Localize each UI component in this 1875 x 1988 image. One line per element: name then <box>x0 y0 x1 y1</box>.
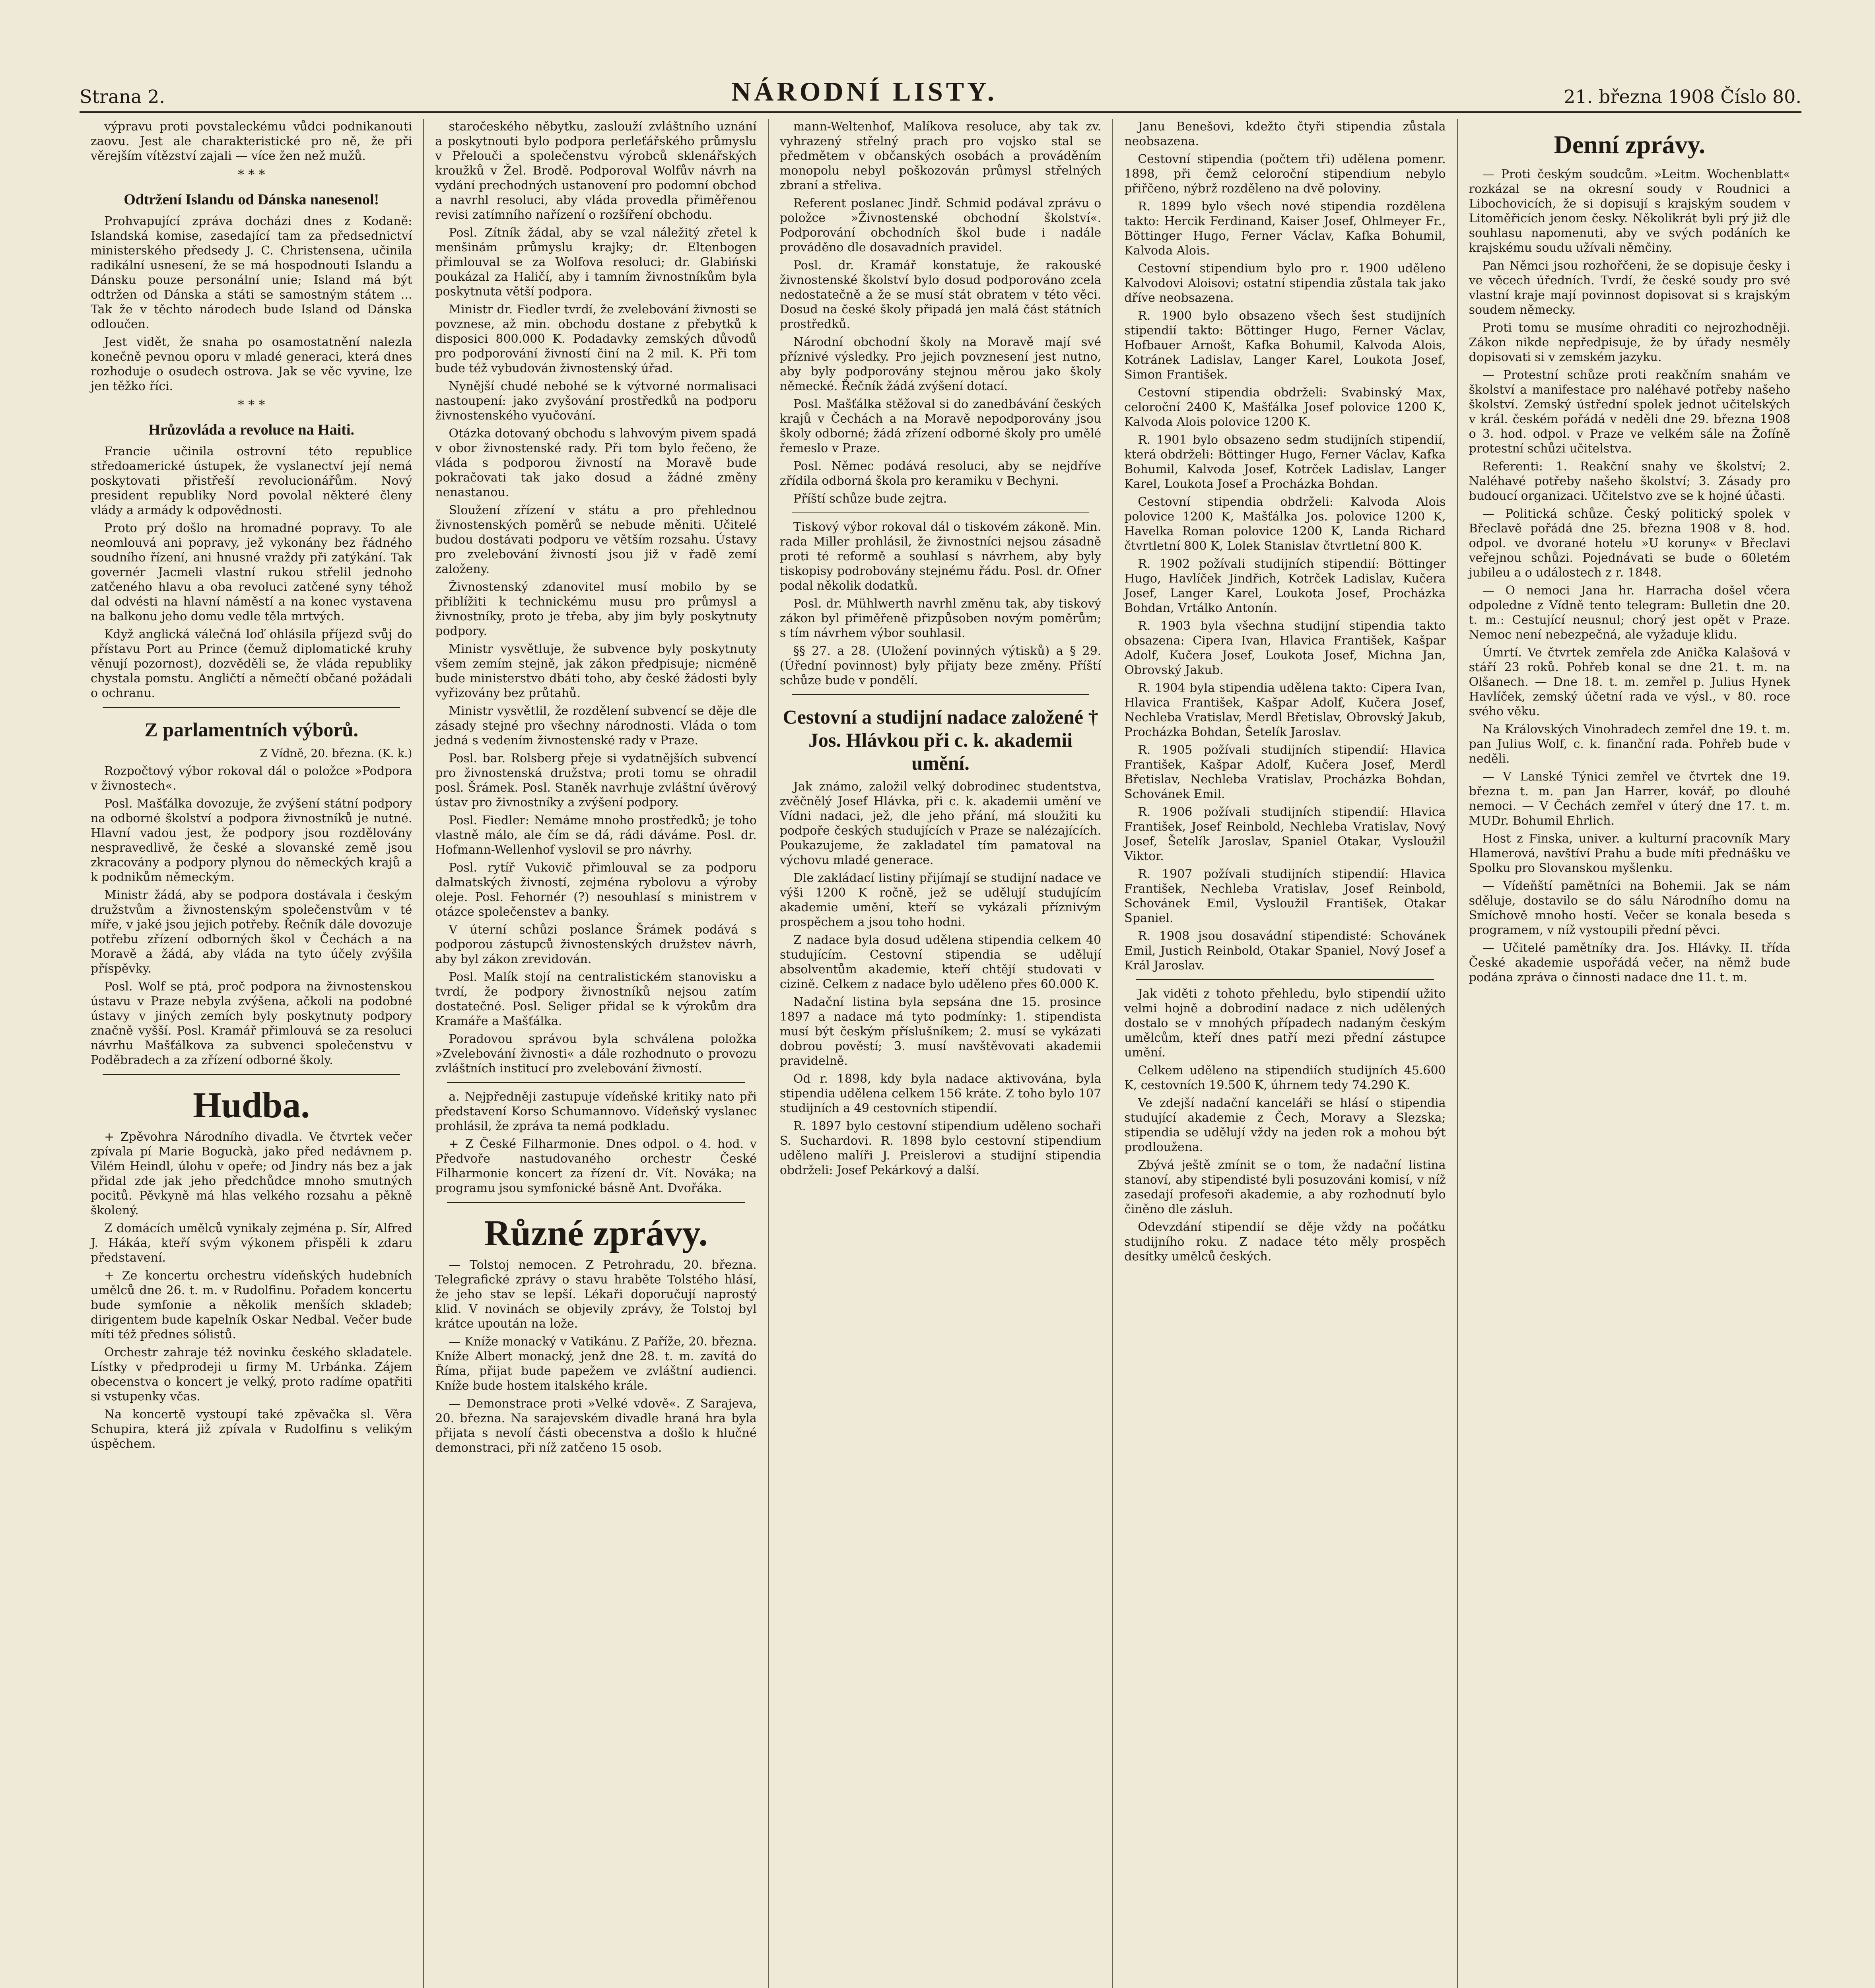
article-paragraph: R. 1907 požívali studijních stipendií: Hlavica František, Nechleba Vratislav, Josef Reinbold, Schovánek Emil, Vysloužil František, Otakar Spaniel. <box>1124 867 1446 925</box>
article-paragraph: — Politická schůze. Český politický spolek v Břeclavě pořádá dne 25. března 1908 v 8. hod. odpol. ve dvorané hotelu »U koruny« v Břeclavi veřejnou schůzi. Pojednávati se bude o 60letém jubileu a o událostech z r. 1848. <box>1469 507 1791 580</box>
article-paragraph: Posl. dr. Mühlwerth navrhl změnu tak, aby tiskový zákon byl přiměřeně přizpůsoben novým poměrům; s tím návrhem výbor souhlasil. <box>779 597 1102 640</box>
article-paragraph: R. 1905 požívali studijních stipendií: Hlavica František, Kašpar Adolf, Kučera Josef, Merdl Břetislav, Nechleba Vratislav, Procházka Bohdan, Schovánek Emil. <box>1124 743 1446 801</box>
article-paragraph: Na koncertě vystoupí také zpěvačka sl. Věra Schupira, která již zpívala v Rudolfinu s velikým úspěchem. <box>91 1408 412 1451</box>
article-paragraph: Cestovní stipendium bylo pro r. 1900 uděleno Kalvodovi Aloisovi; ostatní stipendia zůstala tak jako dříve neobsazena. <box>1124 262 1446 305</box>
article-paragraph: Ministr dr. Fiedler tvrdí, že zvelebování živnosti se povznese, až min. obchodu dostane z přebytků k disposici 800.000 K. Podadavky zemských důvodů pro podporování živností činí na 2 mil. K. Při tom bude též vybudován živnostenský úřad. <box>435 303 757 375</box>
article-paragraph: Janu Benešovi, kdežto čtyři stipendia zůstala neobsazena. <box>1124 120 1446 148</box>
article-paragraph: Odevzdání stipendií se děje vždy na počátku studijního roku. Z nadace této měly prospěch desítky umělců českých. <box>1124 1220 1446 1264</box>
article-paragraph: Příští schůze bude zejtra. <box>793 492 947 506</box>
article-paragraph: Jest vidět, že snaha po osamostatnění nalezla konečně pevnou oporu v mladé generaci, která dnes rozhoduje o osudech ostrova. Jak se věc vyvine, lze jen těžko říci. <box>91 335 412 393</box>
masthead-bar <box>80 68 1801 113</box>
article-paragraph: + Zpěvohra Národního divadla. Ve čtvrtek večer zpívala pí Marie Boguckà, jako před nedávnem p. Vilém Heindl, úlohu v opeře; od Jindry nás bez a jak přidal zde jak jeho předchůdce mnoho smutných pocitů. Pěvkyně má hlas velkého rozsahu a pěkně školený. <box>91 1130 412 1217</box>
article-paragraph: Cestovní stipendia obdrželi: Kalvoda Alois polovice 1200 K, Mašťálka Jos. polovice 1200 K, Havelka Roman polovice 1200 K, Landa Richard čtvrtletní 800 K, Lolek Stanislav čtvrtletní 800 K. <box>1124 495 1446 553</box>
article-paragraph: R. 1897 bylo cestovní stipendium uděleno sochaři S. Suchardovi. R. 1898 bylo cestovní stipendium uděleno malíři J. Preislerovi a studijní stipendia obdrželi: Josef Pekárkový a další. <box>779 1119 1102 1177</box>
article-paragraph: R. 1902 požívali studijních stipendií: Böttinger Hugo, Havlíček Jindřich, Kotrček Ladislav, Kučera Josef, Langer Karel, Loukota Josef, Procházka Bohdan, Vrtálko Antonín. <box>1124 557 1446 615</box>
article-paragraph: R. 1908 jsou dosavádní stipendisté: Schovánek Emil, Justich Reinbold, Otakar Spaniel, Nový Josef a Král Jaroslav. <box>1124 929 1446 973</box>
divider <box>447 1082 744 1083</box>
article-paragraph: staročeského něbytku, zaslouží zvláštního uznání a poskytnouti bylo podpora perleťářského průmyslu v Přelouči a společenstvu výrobců sklenářských kroužků v Žel. Brodě. Podporoval Wolfův návrh na vydání prechodných ustanovení pro podomní obchod a navrhl resoluci, aby vláda provedla přiměřenou revisi zatímního nařízení o rozšíření obchodu. <box>435 120 757 222</box>
page-number: Strana 2. <box>80 86 165 107</box>
article-paragraph: Ministr žádá, aby se podpora dostávala i českým družstvům a živnostenským společenstvům v té míře, v jaké jsou jejich potřeby. Řečník dále dovozuje potřebu zřízení odborných škol v Čechách a na Moravě a žádá, aby vláda na tyto účely zvýšila příspěvky. <box>91 888 412 976</box>
article-paragraph: Rozpočtový výbor rokoval dál o položce »Podpora v živnostech«. <box>91 764 412 793</box>
article-paragraph: Posl. Wolf se ptá, proč podpora na živnostenskou ústavu v Praze nebyla zvýšena, ačkoli na podobné ústavy v jiných zemích byly poskytnuty podpory značně vyšší. Posl. Kramář přimlouvá se za resoluci návrhu Mašťálkova za subvenci společenstvu v Poděbradech a za zřízení odborné školy. <box>91 980 412 1067</box>
divider <box>103 707 400 708</box>
column-5 <box>1458 119 1801 1988</box>
newspaper-title: NÁRODNÍ LISTY. <box>731 76 997 107</box>
article-paragraph: Nynější chudé nebohé se k výtvorné normalisaci nastoupení: jako zvyšování prostředků na podporu živnostenského vyučování. <box>435 379 757 423</box>
article-paragraph: Z domácích umělců vynikaly zejména p. Sír, Alfred J. Hákáa, kteří svým výkonem přispěli k zdaru představení. <box>91 1221 412 1265</box>
article-paragraph: Národní obchodní školy na Moravě mají své příznivé výsledky. Pro jejich povznesení jest nutno, aby byly podporovány stejnou měrou jako školy německé. Řečník žádá zvýšení dotací. <box>779 335 1102 393</box>
article-paragraph: Ve zdejší nadační kanceláři se hlásí o stipendia studující akademie z Čech, Moravy a Slezska; stipendia se udělují vždy na jeden rok a mohou být prodloužena. <box>1124 1096 1446 1154</box>
divider <box>1136 979 1434 980</box>
article-paragraph: Posl. Němec podává resoluci, aby se nejdříve zřídila odborná škola pro keramiku v Bechyni. <box>779 459 1102 488</box>
issue-date: 21. března 1908 Číslo 80. <box>1564 86 1801 107</box>
article-paragraph: Proto prý došlo na hromadné popravy. To ale neomlouvá ani popravy, jež vykonány bez řádného soudního řízení, ani hnusné vraždy při zatýkání. Tak governér Jacmeli vlastní rukou střelil jednoho zatčeného hlavu a oba revoluci zatčené syny téhož dal odvésti na hlavní náměstí a na konec vystavena na balkonu jeho domu vedle těla mrtvých. <box>91 521 412 623</box>
article-paragraph: Proti tomu se musíme ohraditi co nejrozhodněji. Zákon nikde nepředpisuje, že by úřady nesměly dopisovati si v zemském jazyku. <box>1469 321 1791 364</box>
article-paragraph: Otázka dotovaný obchodu s lahvovým pivem spadá v obor živnostenské rady. Při tom bylo řečeno, že vláda s podporou živností na Moravě bude pokračovati tak jako dosud a žádné změny nenastanou. <box>435 427 757 499</box>
article-paragraph: Zbývá ještě zmínit se o tom, že nadační listina stanoví, aby stipendisté byli posuzováni komisí, v níž zasedají profesoři akademie, a aby rozhodnutí bylo činěno dle zásluh. <box>1124 1158 1446 1216</box>
article-paragraph: Posl. bar. Rolsberg přeje si vydatnějších subvencí pro živnostenská družstva; proti tomu se ohradil posl. Šrámek. Posl. Staněk navrhuje zvláštní úvěrový ústav pro živnostníky a zvýšení podpory. <box>435 751 757 810</box>
article-paragraph: výpravu proti povstaleckému vůdci podnikanouti zaovu. Jest ale charakteristické pro ně, že při věrejším vítězství zajali — více žen než mužů. <box>91 120 412 163</box>
article-paragraph: R. 1900 bylo obsazeno všech šest studijních stipendií takto: Böttinger Hugo, Ferner Václav, Hofbauer Arnošt, Kafka Bohumil, Kalvoda Alois, Kotránek Ladislav, Langer Karel, Loukota Josef, Simon František. <box>1124 309 1446 382</box>
article-paragraph: a. Nejpředněji zastupuje vídeňské kritiky nato při představení Korso Schumannovo. Vídeňský vyslanec prohlásil, že zpráva ta nemá podkladu. <box>435 1090 757 1133</box>
article-paragraph: Úmrtí. Ve čtvrtek zemřela zde Anička Kalašová v stáří 23 roků. Pohřeb konal se dne 21. t. m. na Olšanech. — Dne 18. t. m. zemřel p. Julius Hynek Havlíček, zemský účetní rada ve výsl., v 80. roce svého věku. <box>1469 646 1791 718</box>
article-paragraph: R. 1904 byla stipendia udělena takto: Cipera Ivan, Hlavica František, Kašpar Adolf, Kučera Josef, Nechleba Vratislav, Merdl Břetislav, Obrovský Jakub, Procházka Bohdan, Šetelík Jaroslav. <box>1124 681 1446 739</box>
article-paragraph: Jak viděti z tohoto přehledu, bylo stipendií užito velmi hojně a dobrodiní nadace z nich udělených dostalo se v mnohých případech nadaným českým umělcům, kteří dnes patří mezi přední zástupce umění. <box>1124 987 1446 1060</box>
article-paragraph: Nadační listina byla sepsána dne 15. prosince 1897 a nadace má tyto podmínky: 1. stipendista musí být českým příslušníkem; 2. musí se vykázati dobrou pověstí; 3. musí navštěvovati akademii pravidelně. <box>779 995 1102 1068</box>
section-headline: Hudba. <box>193 1085 310 1125</box>
article-paragraph: Referent poslanec Jindř. Schmid podával zprávu o položce »Živnostenské obchodní školství«. Podporování obchodních škol bude i nadále prováděno dle dosavadních pravidel. <box>779 196 1102 254</box>
divider <box>103 1074 400 1075</box>
article-paragraph: R. 1901 bylo obsazeno sedm studijních stipendií, která obdrželi: Böttinger Hugo, Ferner Václav, Kafka Bohumil, Kalvoda Josef, Kotrček Ladislav, Langer Karel, Loukota Josef a Procházka Bohdan. <box>1124 433 1446 491</box>
article-paragraph: §§ 27. a 28. (Uložení povinných výtisků) a § 29. (Úřední povinnost) byly přijaty beze změny. Příští schůze bude v pondělí. <box>779 644 1102 687</box>
section-headline: Různé zprávy. <box>484 1213 708 1253</box>
article-paragraph: Když anglická válečná loď ohlásila příjezd svůj do přístavu Port au Prince (čemuž diplomatické kruhy věnují pozornost), dozvěděli se, že vláda republiky chystala pomstu. Angličtí a němečtí občané požádali o ochranu. <box>91 627 412 700</box>
article-paragraph: Orchestr zahraje též novinku českého skladatele. Lístky v předprodeji u firmy M. Urbánka. Zájem obecenstva o koncert je velký, proto radíme opatřiti si vstupenky včas. <box>91 1345 412 1404</box>
article-paragraph: Ministr vysvětluje, že subvence byly poskytnuty všem zemím stejně, jak zákon předpisuje; nicméně bude ministerstvo dbáti toho, aby české žádosti byly vyřizovány bez průtahů. <box>435 642 757 700</box>
article-paragraph: R. 1906 požívali studijních stipendií: Hlavica František, Josef Reinbold, Nechleba Vratislav, Nový Josef, Šetelík Jaroslav, Spaniel Otakar, Vysloužil Viktor. <box>1124 805 1446 863</box>
article-paragraph: + Ze koncertu orchestru vídeňských hudebních umělců dne 26. t. m. v Rudolfinu. Pořadem koncertu bude symfonie a několik menších skladeb; dirigentem bude kapelník Oskar Nedbal. Večer bude míti též přednes sólistů. <box>91 1269 412 1342</box>
column-1 <box>80 119 424 1988</box>
article-paragraph: Z nadace byla dosud udělena stipendia celkem 40 studujícím. Cestovní stipendia se udělují absolventům akademie, kteří chtějí studovati v cizině. Celkem z nadace bylo uděleno přes 60.000 K. <box>779 933 1102 991</box>
newspaper-columns <box>80 119 1801 1988</box>
column-2 <box>424 119 768 1988</box>
article-paragraph: — Proti českým soudcům. »Leitm. Wochenblatt« rozkázal se na okresní soudy v Roudnici a Libochovicích, že si dopisují s krajským soudem v Litoměřicích jenom česky. Několikrát byli prý již dle souhlasu napomenuti, aby ve svých podáních ke krajskému soudu užívali němčiny. <box>1469 167 1791 255</box>
article-paragraph: Posl. dr. Kramář konstatuje, že rakouské živnostenské školství bylo dosud podporováno zcela nedostatečně a že se musí stát obratem v této věci. Dosud na české školy připadá jen malá část státních prostředků. <box>779 258 1102 331</box>
section-headline: Z parlamentních výborů. <box>144 718 358 741</box>
article-paragraph: — Vídeňští pamětníci na Bohemii. Jak se nám sděluje, dostavilo se do sálu Národního domu na Smíchově mnoho hostí. Večer se konala beseda s programem, v níž vystoupili přední pěvci. <box>1469 879 1791 937</box>
article-headline: Odtržení Islandu od Dánska nanesenol! <box>124 191 379 208</box>
article-paragraph: Cestovní stipendia obdrželi: Svabinský Max, celoroční 2400 K, Mašťálka Josef polovice 1200 K, Kalvoda Alois polovice 1200 K. <box>1124 386 1446 429</box>
article-paragraph: Cestovní stipendia (počtem tři) udělena pomenr. 1898, při čemž celoroční stipendium nebylo přiřčeno, nýbrž rozděleno na dvě poloviny. <box>1124 152 1446 196</box>
article-paragraph: — Demonstrace proti »Velké vdově«. Z Sarajeva, 20. března. Na sarajevském divadle hraná hra byla přijata s nevolí části obecenstva a došlo k hlučné demonstraci, při níž zatčeno 15 osob. <box>435 1397 757 1455</box>
section-stars: * * * <box>238 167 265 182</box>
dateline: Z Vídně, 20. března. (K. k.) <box>260 747 412 760</box>
article-paragraph: Poradovou správou byla schválena položka »Zvelebování živnosti« a dále rozhodnuto o provozu zvláštních institucí pro zvelebování živností. <box>435 1032 757 1076</box>
article-paragraph: Na Královských Vinohradech zemřel dne 19. t. m. pan Julius Wolf, c. k. finanční rada. Pohřeb bude v neděli. <box>1469 722 1791 766</box>
section-stars: * * * <box>238 397 265 412</box>
article-paragraph: Pan Němci jsou rozhořčeni, že se dopisuje česky i ve věcech úředních. Tvrdí, že české soudy pro své vlastní kraje mají povinnost dopisovat si s krajským soudem německy. <box>1469 259 1791 317</box>
article-paragraph: — Kníže monacký v Vatikánu. Z Paříže, 20. března. Kníže Albert monacký, jenž dne 28. t. m. zavítá do Říma, přijat bude papežem ve zvláštní audienci. Kníže bude hostem italského krále. <box>435 1335 757 1393</box>
article-paragraph: — Protestní schůze proti reakčním snahám ve školství a manifestace pro naléhavé potřeby našeho školství. Zemský ústřední spolek jednot učitelských v král. českém pořádá v neděli dne 29. března 1908 o 3. hod. odpol. v Praze ve velkém sále na Žofíně protestní schůzi učitelstva. <box>1469 368 1791 456</box>
article-paragraph: Referenti: 1. Reakční snahy ve školství; 2. Naléhavé potřeby našeho školství; 3. Zásady pro budoucí organizaci. Učitelstvo zve se k hojné účasti. <box>1469 460 1791 503</box>
divider <box>447 1202 744 1203</box>
article-paragraph: Posl. Mašťálka stěžoval si do zanedbávání českých krajů v Čechách a na Moravě nepodporovány jsou školy odborné; žádá zřízení odborné školy pro umělé řemeslo v Praze. <box>779 397 1102 455</box>
article-paragraph: Prohvapující zpráva docházi dnes z Kodaně: Islandská komise, zasedající tam za předsednictví ministerského předsedy J. C. Christensena, učinila radikální usnesení, že se má hospodnouti Islandu a Dánsku pouze personální unie; Island má být odtržen od Dánska a státi se samostným státem ... Tak že v těchto národech bude Island od Dánska odloučen. <box>91 214 412 331</box>
article-paragraph: Posl. Fiedler: Nemáme mnoho prostředků; je toho vlastně málo, ale čím se dá, rádi dáváme. Posl. dr. Hofmann-Wellenhof vyslovil se pro návrhy. <box>435 813 757 857</box>
article-paragraph: — Učitelé pamětníky dra. Jos. Hlávky. II. třída České akademie uspořádá večer, na němž bude podána zpráva o činnosti nadace dne 11. t. m. <box>1469 941 1791 984</box>
article-paragraph: + Z České Filharmonie. Dnes odpol. o 4. hod. v Předvoře nastudovaného orchestr České Filharmonie koncert za řízení dr. Vít. Nováka; na programu jsou symfonické básně Ant. Dvořáka. <box>435 1137 757 1195</box>
article-paragraph: — O nemoci Jana hr. Harracha došel včera odpoledne z Vídně tento telegram: Bulletin dne 20. t. m.: Cestující neusnul; chorý jest opět v Praze. Nemoc není nebezpečná, ale vyžaduje klidu. <box>1469 584 1791 642</box>
article-paragraph: Posl. Malík stojí na centralistickém stanovisku a tvrdí, že podpory živnostníků nejsou zatím dostatečné. Posl. Seliger přidal se k výrokům dra Kramáře a Mašťálka. <box>435 970 757 1028</box>
article-paragraph: Od r. 1898, kdy byla nadace aktivována, byla stipendia udělena celkem 156 kráte. Z toho bylo 107 studijních a 49 cestovních stipendií. <box>779 1072 1102 1115</box>
article-paragraph: Sloužení zřízení v státu a pro přehlednou živnostenských poměrů se nebude měniti. Učitelé budou dostávati podporu ve větším rozsahu. Ústavy pro zvelebování živností jsou již v řadě zemí založeny. <box>435 503 757 576</box>
section-headline: Cestovní a studijní nadace založené † Jos. Hlávkou při c. k. akademii umění. <box>783 706 1098 774</box>
article-paragraph: R. 1899 bylo všech nové stipendia rozdělena takto: Hercik Ferdinand, Kaiser Josef, Ohlmeyer Fr., Böttinger Hugo, Ferner Václav, Kafka Bohumil, Kalvoda Alois. <box>1124 200 1446 258</box>
article-paragraph: Posl. Zítník žádal, aby se vzal náležitý zřetel k menšinám průmyslu krajky; dr. Eltenbogen přimlouval se za Wolfova resoluci; dr. Glabiński poukázal za Haličí, aby i tamním živnostníkům byla poskytnuta větší podpora. <box>435 226 757 299</box>
divider <box>792 694 1089 695</box>
section-headline: Denní zprávy. <box>1554 130 1706 159</box>
article-paragraph: Živnostenský zdanovitel musí mobilo by se přiblížiti k technickému musu pro průmysl a živnostníky, proto je třeba, aby jim byly poskytnuty podpory. <box>435 580 757 638</box>
article-paragraph: Tiskový výbor rokoval dál o tiskovém zákoně. Min. rada Miller prohlásil, že živnostníci nejsou zásadně proti té reformě a souhlasí s návrhem, aby byly tiskopisy podrobovány stejnému řádu. Posl. dr. Ofner podal několik dodatků. <box>779 520 1102 593</box>
article-headline: Hrůzovláda a revoluce na Haiti. <box>148 421 354 438</box>
article-paragraph: Celkem uděleno na stipendiích studijních 45.600 K, cestovních 19.500 K, úhrnem tedy 74.290 K. <box>1124 1064 1446 1092</box>
article-paragraph: mann-Weltenhof, Malíkova resoluce, aby tak zv. vyhrazený střelný prach pro vojsko stal se předmětem v občanských osobách a prováděním monopolu nebyl poškozován průmysl střelných zbraní a střeliva. <box>779 120 1102 192</box>
column-3 <box>769 119 1113 1988</box>
article-paragraph: Ministr vysvětlil, že rozdělení subvencí se děje dle zásady stejné pro všechny národnosti. Vláda o tom jedná s vedením živnostenské rady v Praze. <box>435 704 757 747</box>
article-paragraph: R. 1903 byla všechna studijní stipendia takto obsazena: Cipera Ivan, Hlavica František, Kašpar Adolf, Kučera Josef, Loukota Josef, Michna Jan, Obrovský Jakub. <box>1124 619 1446 677</box>
article-paragraph: Jak známo, založil velký dobrodinec studentstva, zvěčnělý Josef Hlávka, při c. k. akademii umění ve Vídni nadaci, jež, dle jeho přání, má sloužiti ku podpoře českých studujících v Praze se nalézajících. Poukazujeme, že zakladatel tím pamatoval na výchovu mladé generace. <box>779 780 1102 867</box>
article-paragraph: V úterní schůzi poslance Šrámek podává s podporou zástupců živnostenských družstev návrh, aby byl zákon zrevidován. <box>435 923 757 966</box>
article-paragraph: Posl. Mašťálka dovozuje, že zvýšení státní podpory na odborné školství a podpora živnostníků je nutné. Hlavní vadou jest, že podpory jsou rozdělovány nespravedlivě, že české a slovanské země jsou zkracovány a podpory plynou do německých krajů a k podnikům německým. <box>91 797 412 884</box>
article-paragraph: Posl. rytíř Vukovič přimlouval se za podporu dalmatských živností, zejména rybolovu a výroby oleje. Posl. Fehornér (?) nesouhlasí s ministrem v otázce společenstev a banky. <box>435 861 757 919</box>
article-paragraph: — V Lanské Týnici zemřel ve čtvrtek dne 19. března t. m. pan Jan Harrer, kovář, po dlouhé nemoci. — V Čechách zemřel v úterý dne 17. t. m. MUDr. Bohumil Ehrlich. <box>1469 770 1791 828</box>
article-paragraph: — Tolstoj nemocen. Z Petrohradu, 20. března. Telegrafické zprávy o stavu hraběte Tolstého hlásí, že jeho stav se lepší. Lékaři doporučují naprostý klid. V novinách se objevily zprávy, že Tolstoj byl krátce upoután na lože. <box>435 1258 757 1331</box>
article-paragraph: Dle zakládací listiny přijímají se studijní nadace ve výši 1200 K ročně, jež se udělují studujícím akademie umění, kteří se vykázali příznivým prospěchem a jsou toho hodni. <box>779 871 1102 929</box>
column-4 <box>1113 119 1457 1988</box>
article-paragraph: Francie učinila ostrovní této republice středoamerické ústupek, že vyslanectví její nemá poskytovati přistřeší revolucionářům. Nový president republiky Nord povolal některé členy vlády a armády k odpovědnosti. <box>91 445 412 517</box>
article-paragraph: Host z Finska, univer. a kulturní pracovník Mary Hlamerová, navštíví Prahu a bude míti přednášku ve Spolku pro Slovanskou myšlenku. <box>1469 832 1791 875</box>
